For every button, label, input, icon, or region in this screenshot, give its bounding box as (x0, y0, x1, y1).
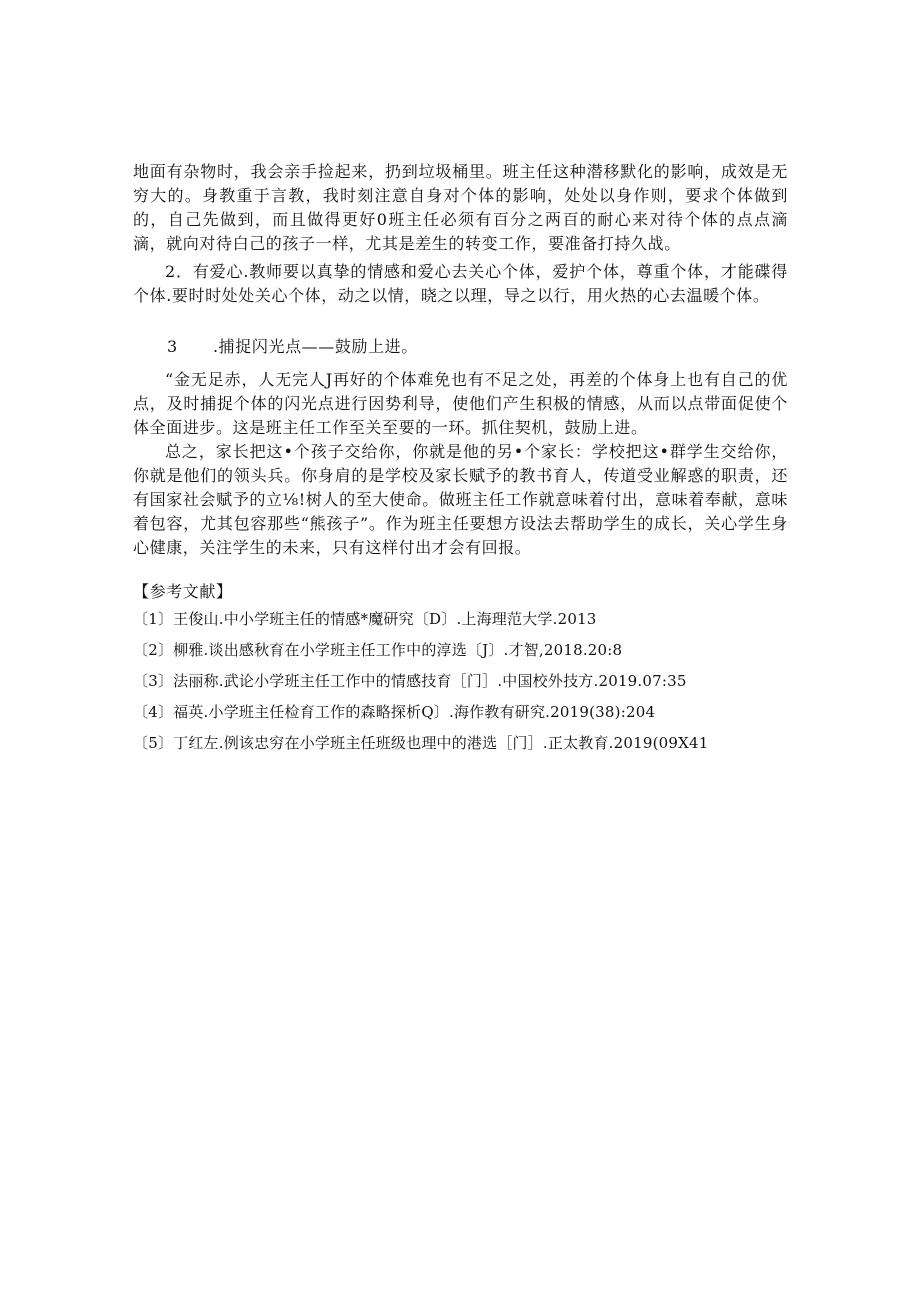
reference-item-3: 〔3〕法丽称.武论小学班主任工作中的情感技育［门］.中国校外技方.2019.07:35 (133, 672, 687, 690)
body-paragraph-2: 2．有爱心.教师要以真挚的情感和爱心去关心个体，爱护个体，尊重个体，才能碟得个体.要时时处处关心个体，动之以情，晓之以理，导之以行，用火热的心去温暖个体。 (133, 262, 788, 305)
reference-item-5: 〔5〕丁红左.例该忠穷在小学班主任班级也理中的港选［门］.正太教育.2019(09X41 (133, 734, 709, 752)
body-paragraph-4-block (133, 440, 788, 560)
body-paragraph-1: 地面有杂物时，我会亲手捡起来，扔到垃圾桶里。班主任这种潜移默化的影响，成效是无穷大的。身教重于言教，我时刻注意自身对个体的影响，处处以身作则，要求个体做到的，自己先做到，而且做得更好0班主任必须有百分之两百的耐心来对待个体的点点滴滴，就向对待白己的孩子一样，尤其是差生的转变工作，要准备打持久战。 (133, 162, 788, 253)
section-heading-3-text: .捕捉闪光点——鼓励上进。 (213, 337, 418, 356)
body-paragraph-3-block (133, 368, 788, 440)
reference-item-4: 〔4〕福英.小学班主任检育工作的森略探析Q〕.海作教有研究.2019(38):204 (133, 703, 656, 721)
reference-item-2: 〔2〕柳雅.谈出感秋育在小学班主任工作中的淳选〔J〕.才智,2018.20:8 (133, 641, 623, 659)
body-paragraph-1-block (133, 160, 788, 256)
section-heading-3 (133, 335, 418, 359)
references-title: 【参考文献】 (133, 582, 233, 601)
references-list (133, 609, 833, 764)
body-paragraph-2-block (133, 260, 788, 308)
body-paragraph-3: “金无足赤，人无完人J再好的个体难免也有不足之处，再差的个体身上也有自己的优点，及时捕捉个体的闪光点进行因势利导，使他们产生积极的情感，从而以点带面促使个体全面进步。这是班主任工作至关至要的一环。抓住契机，鼓励上进。 (133, 370, 788, 437)
reference-item-1: 〔1〕王俊山.中小学班主任的情感*魔研究〔D〕.上海理范大学.2013 (133, 610, 597, 628)
body-paragraph-4: 总之，家长把这•个孩子交给你，你就是他的另•个家长：学校把这•群学生交给你，你就是他们的领头兵。你身肩的是学校及家长赋予的教书育人，传道受业解惑的职责，还有国家社会赋予的立⅛!树人的至大使命。做班主任工作就意味着付出，意味着奉献，意味着包容，尤其包容那些“熊孩子”。作为班主任要想方设法去帮助学生的成长，关心学生身心健康，关注学生的未来，只有这样付出才会有回报。 (133, 442, 788, 557)
section-heading-3-number: 3 (167, 337, 178, 356)
